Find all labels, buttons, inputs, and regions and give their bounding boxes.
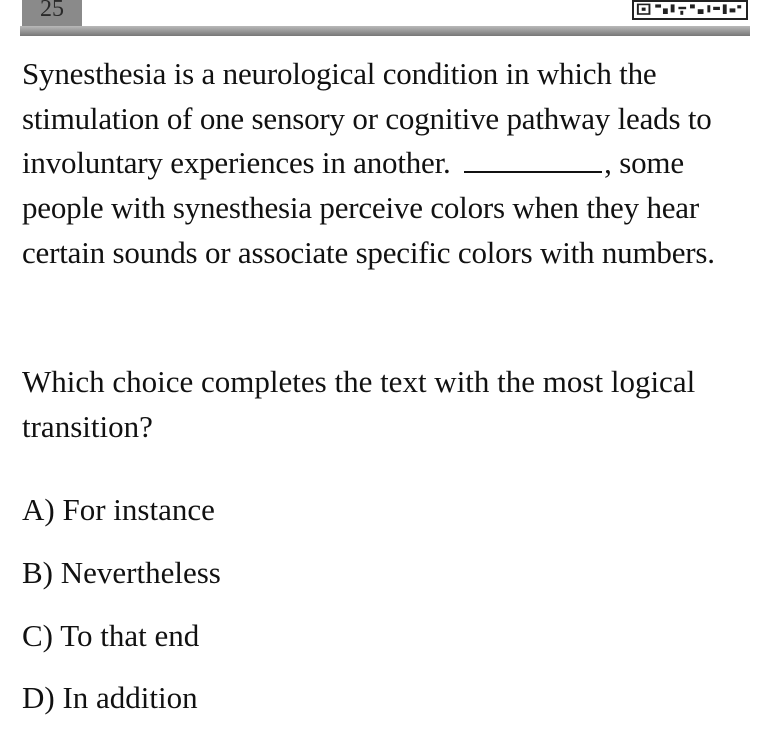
choice-c[interactable] [22,616,199,656]
qr-code-icon [632,0,748,20]
choice-a-text: For instance [62,492,215,527]
passage-after-blank: , some people with synesthesia perceive colors when they hear certain sounds or associate specific colors with numbers. [22,145,715,270]
answer-blank [464,145,602,173]
choice-a[interactable] [22,490,215,530]
passage-before-blank: Synesthesia is a neurological condition in which the stimulation of one sensory or cognitive pathway leads to involuntary experiences in another. [22,56,712,181]
choice-c-text: To that end [60,618,200,653]
choice-b[interactable] [22,553,221,593]
header-bar [20,0,750,36]
choice-c-label: C) [22,618,53,653]
choice-d-text: In addition [62,680,198,715]
question-number: 25 [22,0,82,26]
choice-a-label: A) [22,492,55,527]
choice-d[interactable] [22,678,198,718]
choice-b-text: Nevertheless [60,555,221,590]
header-divider [20,26,750,36]
choice-b-label: B) [22,555,53,590]
passage-text [22,52,752,276]
choice-d-label: D) [22,680,55,715]
question-stem: Which choice completes the text with the most logical transition? [22,364,696,444]
